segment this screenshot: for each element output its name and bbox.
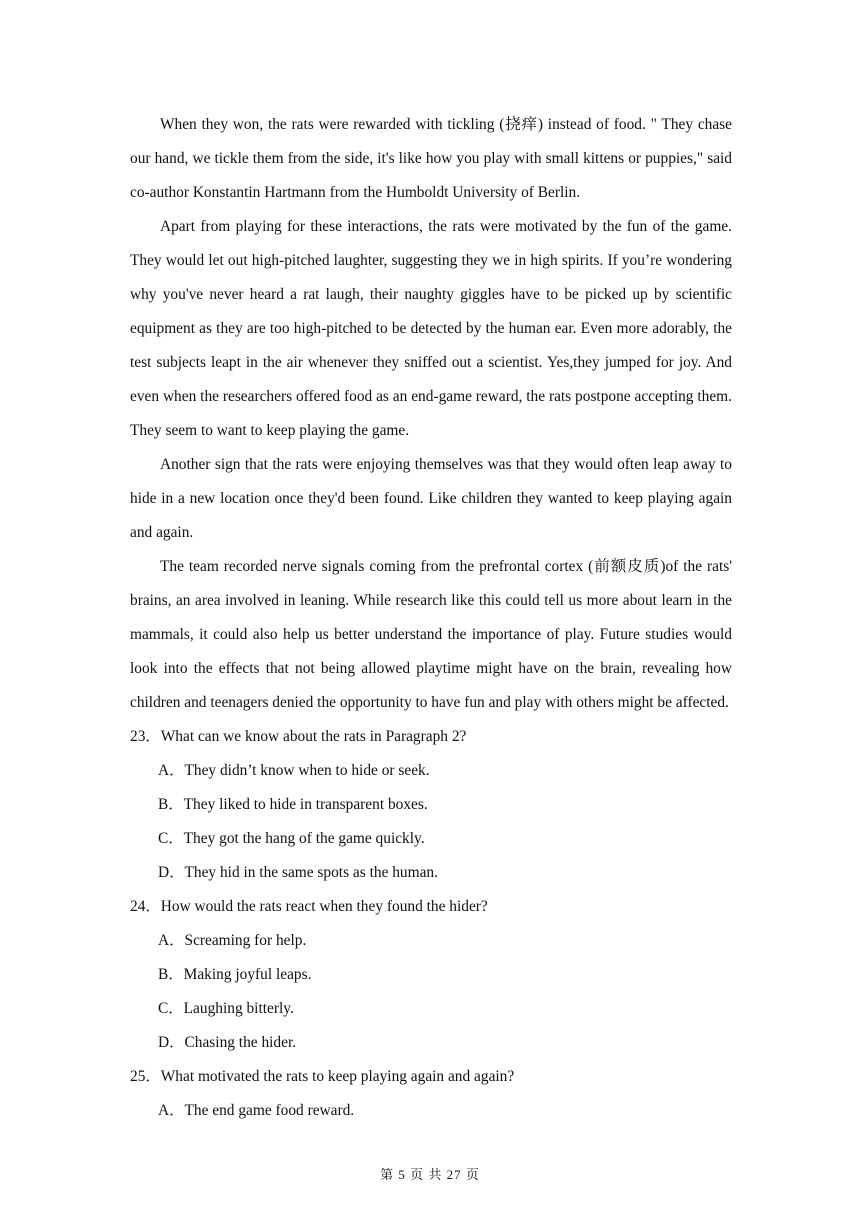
option-b: B．They liked to hide in transparent boxes. — [158, 796, 428, 813]
option-d: D．They hid in the same spots as the human. — [158, 864, 438, 881]
option-d: D．Chasing the hider. — [158, 1034, 297, 1051]
question-23 — [130, 720, 732, 890]
page-number-footer: 第 5 页 共 27 页 — [380, 1167, 480, 1182]
page-content — [130, 108, 732, 1128]
option-c: C．They got the hang of the game quickly. — [158, 830, 425, 847]
option-a: A．They didn’t know when to hide or seek. — [158, 762, 430, 779]
question-25 — [130, 1060, 732, 1128]
passage-paragraph-1: When they won, the rats were rewarded with tickling (挠痒) instead of food. " They chase our hand, we tickle them from the side, it's like how you play with small kittens or puppies," said co-author Konstantin Hartmann from the Humboldt University of Berlin. — [130, 116, 732, 201]
passage-paragraph-2: Apart from playing for these interactions, the rats were motivated by the fun of the game. They would let out high-pitched laughter, suggesting they we in high spirits. If you’re wondering why you've never heard a rat laugh, their naughty giggles have to be picked up by scientific equipment as they are too high-pitched to be detected by the human ear. Even more adorably, the test subjects leapt in the air whenever they sniffed out a scientist. Yes,they jumped for joy. And even when the researchers offered food as an end-game reward, the rats postpone accepting them. They seem to want to keep playing the game. — [130, 218, 732, 439]
option-b: B．Making joyful leaps. — [158, 966, 312, 983]
question-24 — [130, 890, 732, 1060]
option-a: A．The end game food reward. — [158, 1102, 355, 1119]
question-stem: 24．How would the rats react when they found the hider? — [130, 898, 488, 915]
question-stem: 25．What motivated the rats to keep playing again and again? — [130, 1068, 515, 1085]
option-a: A．Screaming for help. — [158, 932, 307, 949]
option-c: C．Laughing bitterly. — [158, 1000, 294, 1017]
question-stem: 23．What can we know about the rats in Paragraph 2? — [130, 728, 467, 745]
passage-paragraph-4: The team recorded nerve signals coming from the prefrontal cortex (前额皮质)of the rats' brains, an area involved in leaning. While research like this could tell us more about learn in the mammals, it could also help us better understand the importance of play. Future studies would look into the effects that not being allowed playtime might have on the brain, revealing how children and teenagers denied the opportunity to have fun and play with others might be affected. — [130, 558, 732, 711]
passage-paragraph-3: Another sign that the rats were enjoying themselves was that they would often leap away to hide in a new location once they'd been found. Like children they wanted to keep playing again and again. — [130, 456, 732, 541]
